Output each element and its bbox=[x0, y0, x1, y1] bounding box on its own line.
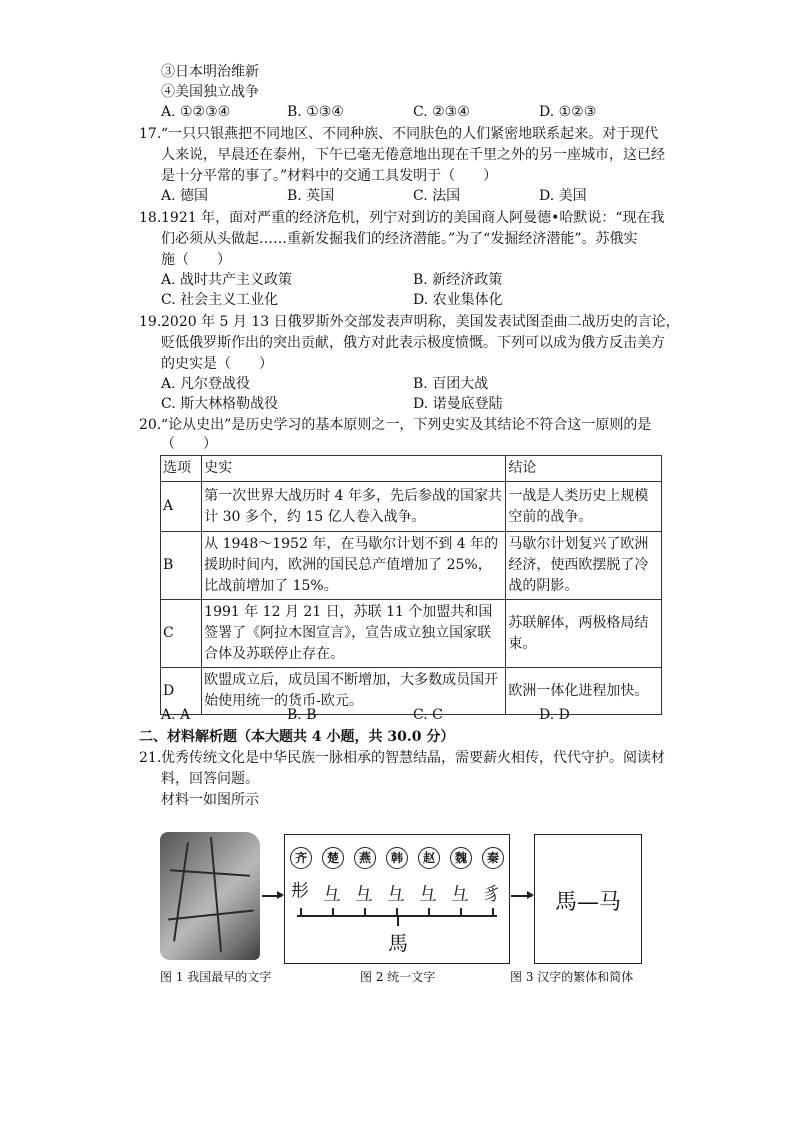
section-heading: 二、材料解析题（本大题共 4 小题，共 30.0 分） bbox=[139, 729, 455, 745]
q18-options-row2 bbox=[161, 290, 631, 310]
q20-stem-line2: （ ） bbox=[161, 436, 217, 452]
row-conclusion: 一战是人类历史上规模空前的战争。 bbox=[506, 482, 662, 532]
arrow-icon bbox=[262, 895, 282, 897]
option-d[interactable]: D. 美国 bbox=[539, 188, 587, 204]
table-header-row bbox=[161, 456, 662, 482]
row-option: C bbox=[161, 600, 202, 668]
row-option: D bbox=[161, 668, 202, 715]
q16-options bbox=[161, 102, 631, 122]
q16-item-3: ③日本明治维新 bbox=[161, 64, 259, 80]
state-label: 赵 bbox=[418, 847, 440, 869]
option-b[interactable]: B. ①③④ bbox=[287, 104, 344, 120]
q17-options bbox=[161, 186, 631, 206]
q21-stem-line3: 材料一如图所示 bbox=[161, 792, 259, 808]
option-d[interactable]: D. 诺曼底登陆 bbox=[413, 396, 503, 412]
q18-number: 18. bbox=[139, 210, 162, 226]
q18-options-row1 bbox=[161, 270, 631, 290]
unified-script-diagram bbox=[284, 834, 510, 964]
option-b[interactable]: B. B bbox=[287, 707, 317, 723]
traditional-simplified-text: 馬—马 bbox=[554, 890, 621, 915]
arrow-icon bbox=[511, 895, 532, 897]
option-b[interactable]: B. 百团大战 bbox=[413, 376, 489, 392]
seal-glyph: 彑 bbox=[451, 884, 469, 905]
row-fact: 欧盟成立后，成员国不断增加，大多数成员国开始使用统一的货币-欧元。 bbox=[202, 668, 506, 715]
state-label: 楚 bbox=[322, 847, 344, 869]
q19-stem-line2: 贬低俄罗斯作出的突出贡献，俄方对此表示极度愤慨。下列可以成为俄方反击美方 bbox=[161, 335, 665, 351]
q16-item-4: ④美国独立战争 bbox=[161, 84, 259, 100]
q20-stem-line1: “论从史出”是历史学习的基本原则之一，下列史实及其结论不符合这一原则的是 bbox=[161, 417, 652, 433]
seal-glyph: 豸 bbox=[483, 884, 501, 905]
figure-caption: 图 2 统一文字 bbox=[360, 970, 436, 984]
seal-glyph: 彑 bbox=[355, 884, 373, 905]
row-fact: 第一次世界大战历时 4 年多，先后参战的国家共计 30 多个，约 15 亿人卷入战争。 bbox=[202, 482, 506, 532]
q17-stem-line2: 人来说，早晨还在泰州，下午已毫无倦意地出现在千里之外的另一座城市，这已经 bbox=[161, 147, 665, 163]
history-table bbox=[160, 455, 662, 715]
figure-caption: 图 3 汉字的繁体和简体 bbox=[510, 970, 634, 984]
figure-caption: 图 1 我国最早的文字 bbox=[160, 970, 272, 984]
option-d[interactable]: D. 农业集体化 bbox=[413, 292, 503, 308]
q20-options bbox=[161, 705, 631, 725]
header-fact: 史实 bbox=[202, 456, 506, 482]
table-row bbox=[161, 600, 662, 668]
option-a[interactable]: A. 德国 bbox=[161, 188, 209, 204]
row-option: B bbox=[161, 532, 202, 600]
state-label: 魏 bbox=[450, 847, 472, 869]
unified-glyph: 馬 bbox=[388, 931, 408, 955]
state-label: 秦 bbox=[482, 847, 504, 869]
q18-stem-line2: 们必须从头做起……重新发掘我们的经济潜能。”为了“发掘经济潜能”。苏俄实 bbox=[161, 231, 638, 247]
q21-stem-line1: 优秀传统文化是中华民族一脉相承的智慧结晶，需要薪火相传，代代守护。阅读材 bbox=[161, 750, 665, 766]
option-a[interactable]: A. 凡尔登战役 bbox=[161, 376, 251, 392]
option-a[interactable]: A. 战时共产主义政策 bbox=[161, 272, 293, 288]
seal-glyph: 彑 bbox=[323, 884, 341, 905]
header-option: 选项 bbox=[161, 456, 202, 482]
row-conclusion: 马歇尔计划复兴了欧洲经济，使西欧摆脱了冷战的阴影。 bbox=[506, 532, 662, 600]
q21-number: 21. bbox=[139, 750, 162, 766]
row-fact: 从 1948～1952 年，在马歇尔计划不到 4 年的援助时间内，欧洲的国民总产值增加了 25%，比战前增加了 15%。 bbox=[202, 532, 506, 600]
option-b[interactable]: B. 新经济政策 bbox=[413, 272, 503, 288]
q19-options-row2 bbox=[161, 394, 631, 414]
row-conclusion: 欧洲一体化进程加快。 bbox=[506, 668, 662, 715]
header-conclusion: 结论 bbox=[506, 456, 662, 482]
q21-stem-line2: 料，回答问题。 bbox=[161, 771, 259, 787]
q17-stem-line3: 是十分平常的事了。”材料中的交通工具发明于（ ） bbox=[161, 168, 498, 184]
state-label: 燕 bbox=[354, 847, 376, 869]
option-c[interactable]: C. C bbox=[413, 707, 443, 723]
row-option: A bbox=[161, 482, 202, 532]
seal-glyph: 彑 bbox=[419, 884, 437, 905]
option-a[interactable]: A. A bbox=[161, 707, 191, 723]
table-row bbox=[161, 482, 662, 532]
option-d[interactable]: D. D bbox=[539, 707, 570, 723]
q19-number: 19. bbox=[139, 314, 162, 330]
traditional-simplified-box bbox=[534, 834, 642, 964]
row-conclusion: 苏联解体，两极格局结束。 bbox=[506, 600, 662, 668]
option-c[interactable]: C. 社会主义工业化 bbox=[161, 292, 279, 308]
table-row bbox=[161, 532, 662, 600]
q17-number: 17. bbox=[139, 126, 162, 142]
option-c[interactable]: C. 斯大林格勒战役 bbox=[161, 396, 279, 412]
seal-glyph: 𢒈 bbox=[291, 880, 309, 901]
option-c[interactable]: C. ②③④ bbox=[413, 104, 470, 120]
material-figures bbox=[160, 830, 640, 990]
q20-number: 20. bbox=[139, 417, 162, 433]
q17-stem-line1: “一只只银燕把不同地区、不同种族、不同肤色的人们紧密地联系起来。对于现代 bbox=[161, 126, 659, 142]
oracle-bone-image bbox=[160, 832, 260, 960]
q19-options-row1 bbox=[161, 374, 631, 394]
row-fact: 1991 年 12 月 21 日，苏联 11 个加盟共和国签署了《阿拉木图宣言》，宣告成立独立国家联合体及苏联停止存在。 bbox=[202, 600, 506, 668]
option-a[interactable]: A. ①②③④ bbox=[161, 104, 231, 120]
q19-stem-line3: 的史实是（ ） bbox=[161, 356, 273, 372]
option-d[interactable]: D. ①②③ bbox=[539, 104, 597, 120]
state-label: 韩 bbox=[386, 847, 408, 869]
option-b[interactable]: B. 英国 bbox=[287, 188, 335, 204]
option-c[interactable]: C. 法国 bbox=[413, 188, 461, 204]
q19-stem-line1: 2020 年 5 月 13 日俄罗斯外交部发表声明称，美国发表试图歪曲二战历史的言论， bbox=[161, 314, 680, 330]
q18-stem-line1: 1921 年，面对严重的经济危机，列宁对到访的美国商人阿曼德•哈默说：“现在我 bbox=[161, 210, 665, 226]
seal-glyph: 彑 bbox=[387, 884, 405, 905]
state-label: 齐 bbox=[290, 847, 312, 869]
q18-stem-line3: 施（ ） bbox=[161, 252, 231, 268]
